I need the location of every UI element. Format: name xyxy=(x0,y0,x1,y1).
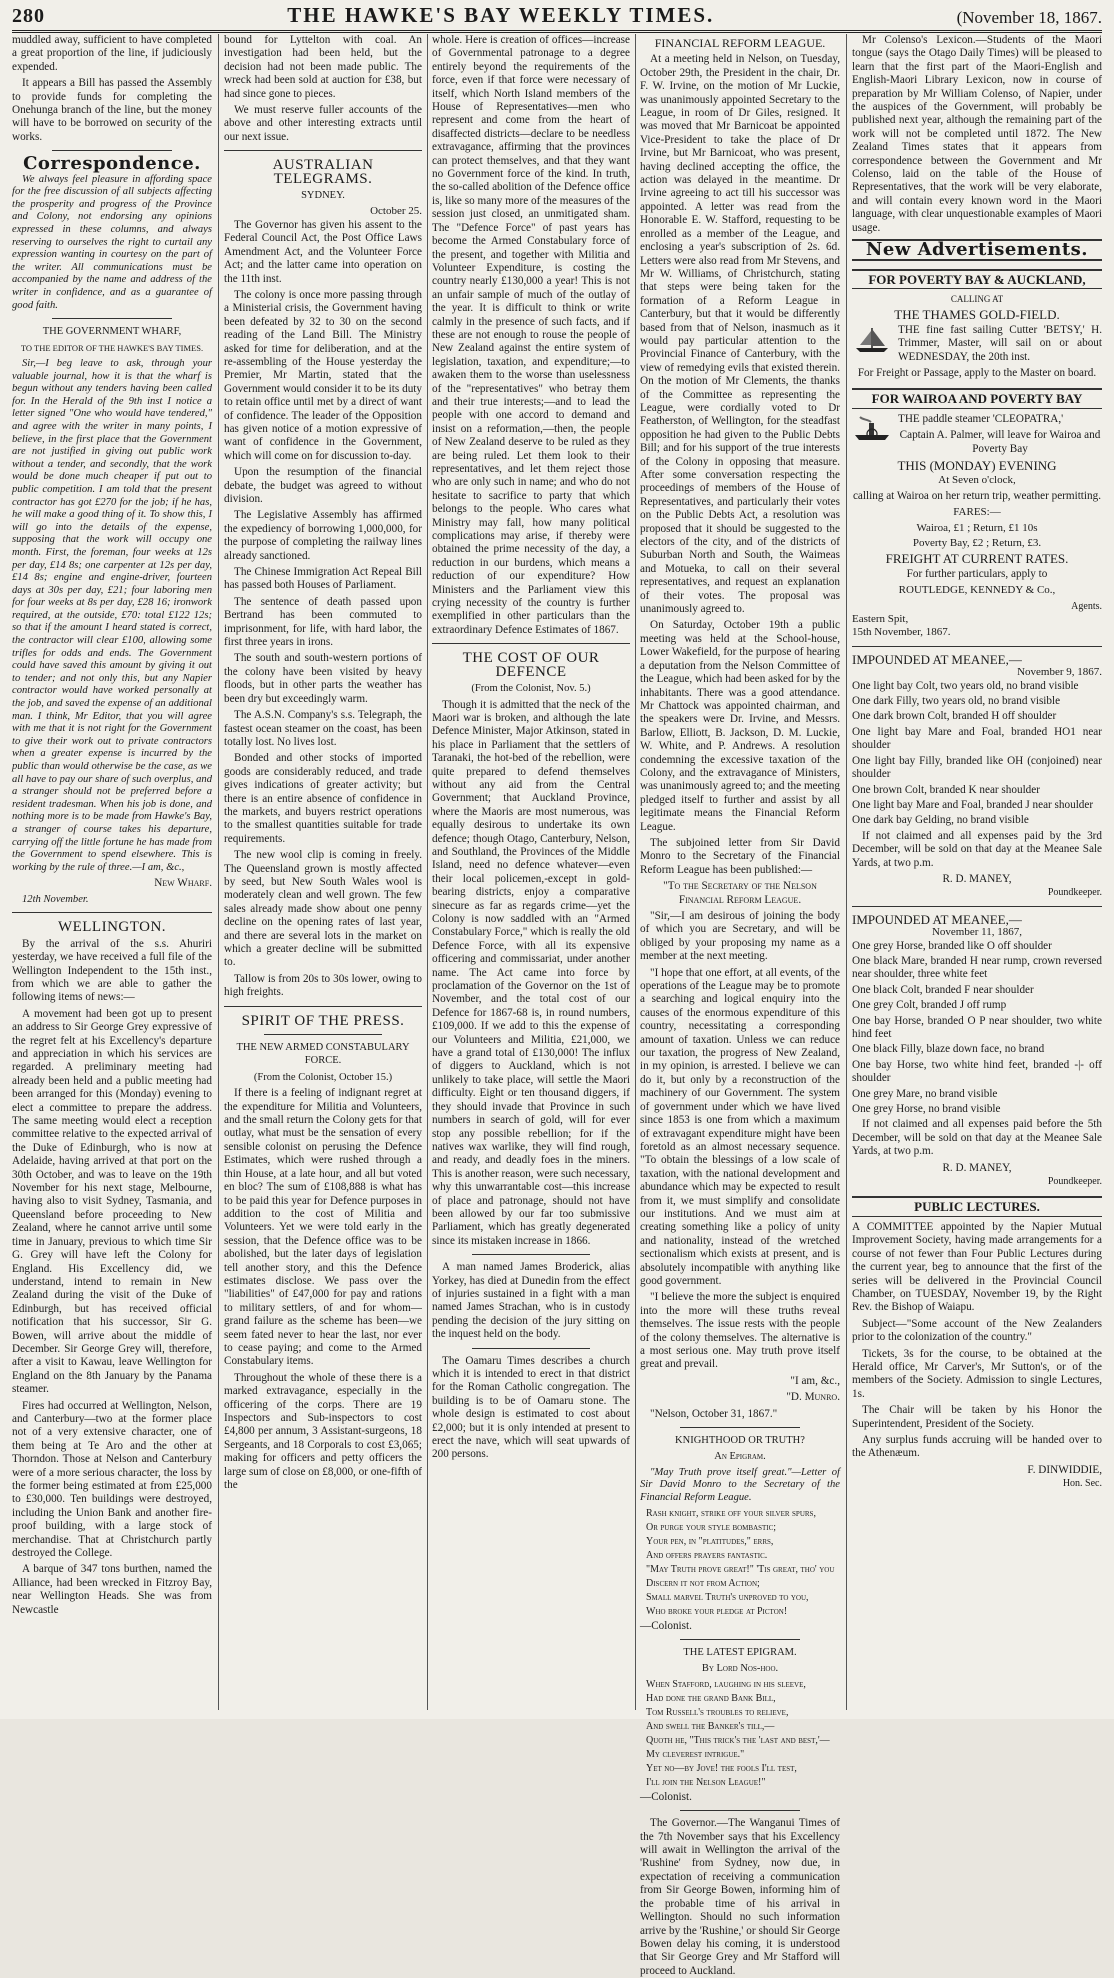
article-text: A barque of 347 tons burthen, named the Alliance, had been wrecked in Fitzroy Bay, near Wellington Heads. She was from Newcastle xyxy=(12,1563,212,1616)
ad-freight-rates: FREIGHT AT CURRENT RATES. xyxy=(885,551,1069,567)
divider xyxy=(472,1254,591,1255)
poem-line: Who broke your pledge at Picton! xyxy=(646,1605,788,1617)
impound-item: One dark brown Colt, branded H off shoulder xyxy=(852,710,1057,723)
poem-heading-knighthood: KNIGHTHOOD OR TRUTH? xyxy=(675,1435,805,1447)
impound-item: One dark bay Gelding, no brand visible xyxy=(852,814,1029,827)
article-text: Mr Colenso's Lexicon.—Students of the Maori tongue (says the Otago Daily Times) will be pleased to learn that the first part of the Maori-English and English-Maori Library Lexicon, now in course of preparation by Mr William Colenso, of Napier, under the auspices of the Government, will probably be published next year, although the remaining part of the work will not be completed until 1872. The New Zealand Times states that it appears from correspondence between the Government and Mr Colenso, laid on the table of the House of Representatives, that the work will be very elaborate, and will contain every known word in the Maori language, with clear unquestionable examples of Maori usage. xyxy=(852,34,1102,234)
article-text: The Chinese Immigration Act Repeal Bill has passed both Houses of Parliament. xyxy=(224,566,422,592)
impound-item: One light bay Colt, two years old, no brand visible xyxy=(852,679,1079,692)
poem-line: Small marvel Truth's unproved to you, xyxy=(646,1591,809,1603)
article-text: It appears a Bill has passed the Assembly to provide funds for completing the Onehunga branch of the line, but the money will have to be borrowed on security of the works. xyxy=(12,77,212,143)
divider xyxy=(472,1348,591,1349)
article-text: The new wool clip is coming in freely. The Queensland grown is mostly affected by seed, but New South Wales wool is moderately clean and well grown. The few sales already made show about one penny decline on the opening rates of last year, and there are several lots in the market on which a greater decline will be submitted to. xyxy=(224,849,422,969)
article-text: bound for Lyttelton with coal. An investigation had been held, but the decision had not been made public. The wreck had been sold at auction for £38, but had since gone to pieces. xyxy=(224,34,422,100)
poem-epigraph: "May Truth prove itself great."—Letter of Sir David Monro to the Secretary of the Financial Reform League. xyxy=(640,1466,840,1504)
impound-item: One black Colt, branded F near shoulder xyxy=(852,983,1034,996)
letter-addressee: TO THE EDITOR OF THE HAWKE'S BAY TIMES. xyxy=(20,342,204,353)
impound-item: One light bay Filly, branded like OH (conjoined) near shoulder xyxy=(852,754,1102,781)
article-text: The subjoined letter from Sir David Monro to the Secretary of the Financial Reform League has been published:— xyxy=(640,836,840,876)
lecture-surplus: Any surplus funds accruing will be handed over to the Athenæum. xyxy=(852,1433,1102,1460)
article-text: On Saturday, October 19th a public meeting was held at the School-house, Lower Wakefield, for the purpose of hearing a deputation from the Nelson Committee of the League, which had been asked for by the inhabitants. There was a good attendance. Mr Chattock was appointed chairman, and the speakers were Dr. Irvine, and Messrs. Barlow, Elliott, B. Jackson, D. M. Luckie, W. White, and P. Andrews. A resolution condemning the excessive taxation of the Colony, and the extravagance of Ministers, was unanimously agreed to; and the meeting pledged itself to further and assist by all legitimate means the Financial Reform League. xyxy=(640,619,840,833)
article-text: The A.S.N. Company's s.s. Telegraph, the fastest ocean steamer on the coast, has been totally lost. No lives lost. xyxy=(224,709,422,748)
article-heading-financial-reform: FINANCIAL REFORM LEAGUE. xyxy=(654,36,826,50)
letter-text: "I hope that one effort, at all events, of the operations of the League may be to promote a searching and logical enquiry into the causes of the enormous expenditure of this country, necessitating a corresponding amount of taxation. Unless we can reduce our taxation, the progress of New Zealand, in my opinion, is arrested. I believe we can do it, but only by a reconstruction of the machinery of our Government. The system of government under which we have lived since 1853 is one from which a maximum of extravagant expenditure might have been foretold as an almost necessary sequence. "To obtain the blessings of a low scale of taxation, with the national development and abundance which may be expected to result from it, we must simplify and consolidate our institutions. And we must aim at creating something like a policy of unity and nationality, instead of the wretched sectionalism which exists at present, and is absolutely incompatible with anything like good government. xyxy=(640,966,840,1287)
article-text: whole. Here is creation of offices—increase of Governmental patronage to a degree entirely beyond the requirements of the force, even if that force were necessary of itself, which North Island members of the House of Representatives—men who represent and come from the heart of disaffected districts—declare to be needless extravagance, affirming that the provinces can protect themselves, and that they want no Government force of the kind. In truth, the so-called abolition of the Defence office is, like so many more of the measures of the session just closed, an unmitigated sham. The "Defence Force" of past years has become the Armed Constabulary force of the present, and together with Militia and Volunteer Expenditure, is costing the country nearly £130,000 a year! This is not an unfair sample of much of the outlay of the year. It is difficult to think or write calmly in the presence of such facts, and if these are not enough to rouse the people of New Zealand against the entire system of legislation, taxation, and expenditure;—to awaken them to the worse than uselessness of the "representatives" who betray them and their true interests;—and to lead the people with one accord to demand and insist on a reformation,—then, the people of New Zealand deserve to be ruled as they are being ruled. Let them look to their representatives, and let them reject those who are only such in name; and who do not hesitate to sacrifice to party that which belongs to the people. Who cares what Ministry may fall, how many political complications may arise, if thereby were obtained the prime necessity of the day, a reduction in our burdens, which means a reduction of our expenditure? How Ministers and the Parliament view this crying necessity of the country is further exemplified in other particulars than the extraordinary Defence Estimates of 1867. xyxy=(432,34,630,636)
divider xyxy=(852,906,1102,907)
ad-date: 15th November, 1867. xyxy=(852,626,951,639)
ad-particulars: For further particulars, apply to xyxy=(906,567,1048,580)
article-text: A movement had been got up to present an address to Sir George Grey expressive of the regret felt at his Excellency's departure and appreciation in which his services are regarded. A preliminary meeting had already been held and a public meeting had been arranged for this (Monday) evening to elect a committee to prepare the address. The same meeting would elect a reception committee relative to the expected arrival of the Duke of Edinburgh, who is now at Adelaide, having arrived at that port on the 30th October, and was to leave on the 19th November for his next stage, Melbourne, having also to visit Sydney, Tasmania, and Queensland before proceeding to New Zealand, where he cannot arrive until some time in January, previous to which time Sir G. Grey will have left the Colony for England. His Excellency did, we understand, intend to remain in New Zealand during the visit of the Duke of Edinburgh, but has received official notification that his successor, Sir G. Bowen, will arrive about the middle of December. Sir George Grey will, therefore, after a visit to Kawau, leave Wellington for England on the 8th January by the Panama steamer. xyxy=(12,1007,212,1396)
divider xyxy=(224,150,422,151)
impound-role: Poundkeeper. xyxy=(1047,1176,1102,1188)
impound-item: One dark Filly, two years old, no brand visible xyxy=(852,695,1061,708)
ad-body: THE paddle steamer 'CLEOPATRA,' xyxy=(898,412,1064,425)
divider xyxy=(680,1810,800,1811)
divider xyxy=(224,1006,422,1007)
editorial-note: We always feel pleasure in affording space for the free discussion of all subjects affecting the prosperity and progress of the Province and Colony, not endorsing any opinions expressed in these columns, and always reserving to ourselves the right to curtail any expression wanting in courtesy on the part of the writer. All communications must be accompanied by the name and address of the writer in confidence, and as a guarantee of good faith. xyxy=(12,173,212,311)
impound-terms: If not claimed and all expenses paid by the 3rd December, will be sold on that day at the Meanee Sale Yards, at two p.m. xyxy=(852,829,1102,869)
poem-line: I'll join the Nelson League!" xyxy=(646,1776,766,1788)
impound-terms: If not claimed and all expenses paid before the 5th December, will be sold on that day at the Meanee Sale Yards, at two p.m. xyxy=(852,1118,1102,1158)
letter-date: "Nelson, October 31, 1867." xyxy=(650,1407,778,1420)
ad-body: A COMMITTEE appointed by the Napier Mutual Improvement Society, having made arrangements for a course of not fewer than Four Public Lectures during the current year, beg to announce that the first of the series will be delivered in the Provincial Council Chamber, on TUESDAY, November 19, by the Right Rev. the Bishop of Waiapu. xyxy=(852,1220,1102,1314)
ad-place: Eastern Spit, xyxy=(852,613,909,626)
ad-subheading: CALLING AT xyxy=(950,293,1004,304)
column-rule xyxy=(218,34,219,1710)
ad-agents-label: Agents. xyxy=(1071,600,1102,612)
poem-author: By Lord Nos-hoo. xyxy=(701,1663,779,1675)
impound-item: One bay Horse, branded O P near shoulder, two white hind feet xyxy=(852,1014,1102,1040)
poem-line: Quoth he, "This trick's the 'last and best,'— xyxy=(646,1734,830,1746)
ad-departure-time: At Seven o'clock, xyxy=(938,474,1016,487)
article-text: The south and south-western portions of the colony have been visited by heavy floods, but in other parts the weather has been dry but exceedingly warm. xyxy=(224,652,422,705)
article-heading-wellington: WELLINGTON. xyxy=(57,919,167,936)
section-heading-correspondence: Correspondence. xyxy=(23,153,201,175)
impound-date-2: November 11, 1867, xyxy=(931,926,1023,939)
letter-signature: New Wharf. xyxy=(154,877,212,890)
column-1 xyxy=(12,34,212,1710)
article-text: Tallow is from 20s to 30s lower, owing to high freights. xyxy=(224,972,422,999)
divider xyxy=(852,646,1102,647)
poem-line: Rash knight, strike off your silver spurs, xyxy=(646,1507,816,1519)
section-heading-spirit-of-the-press: SPIRIT OF THE PRESS. xyxy=(241,1012,405,1029)
article-text: Upon the resumption of the financial debate, the budget was agreed to without division. xyxy=(224,466,422,505)
impound-signature: R. D. MANEY, xyxy=(942,1161,1012,1174)
ad-body: THE fine fast sailing Cutter 'BETSY,' H. Trimmer, Master, will sail on or about WEDNESDAY, the 20th inst. xyxy=(898,323,1102,363)
article-text: The Legislative Assembly has affirmed the expediency of borrowing 1,000,000, for the purpose of completing the railway lines already sanctioned. xyxy=(224,509,422,562)
column-rule xyxy=(427,34,428,1710)
ad-departure-day: THIS (MONDAY) EVENING xyxy=(897,457,1057,473)
article-heading-armed-constabulary: THE NEW ARMED CONSTABULARY FORCE. xyxy=(236,1042,410,1067)
poem-subheading: An Epigram. xyxy=(714,1451,766,1463)
poem-line: Yet no—by Jove! the fools I'll test, xyxy=(646,1762,797,1774)
impound-item: One brown Colt, branded K near shoulder xyxy=(852,783,1040,796)
ship-icon xyxy=(852,326,892,354)
poem-line: Had done the grand Bank Bill, xyxy=(646,1692,776,1704)
poem-line: "May Truth prove great!" 'Tis great, tho' you xyxy=(646,1563,835,1575)
impound-item: One black Filly, blaze down face, no brand xyxy=(852,1043,1045,1056)
article-text: Though it is admitted that the neck of the Maori war is broken, and although the late Defence Minister, Major Atkinson, stated in his place in Parliament that the settlers of Taranaki, the hot-bed of the rebellion, were quite prepared to defend themselves without any aid from the Central Government; that Auckland Province, where the Maoris are most numerous, was equally desirous to undertake its own defence; though Otago, Canterbury, Nelson, and Southland, the Provinces of the Middle Island, need no defence whatever—even their local policemen,-except in gold-bearing districts, enjoy a comparative sinecure as far as regards crime—yet the Colony is now saddled with an "Armed Constabulary Force," which is really the old Defence Force, with all its expensive officering and commissariat, under another name. The Act came into force by proclamation of the Governor on the 1st of November, and the total cost of our Defence for 1867-68 is, in round numbers, £109,000. If we add to this the expense of our Volunteers and Militia, £21,000, we have a grand total of £130,000! The influx of diggers to Auckland, which is not unlikely to take place, will settle the Maori difficulty. Eight or ten thousand diggers, if they should invade that Province in such numbers in search of gold, will for ever stop any possible rebellion; for if the natives wax warlike, they will find rough, and ready, and deadly foes in the miners. This is another reason, were such necessary, why this unwarrantable cost—this increase of place and patronage, should not have been allowed by our far too submissive Parliament, which has greatly degenerated since its mistaken increase in 1866. xyxy=(432,698,630,1247)
divider xyxy=(264,1034,383,1035)
ad-destination: THE THAMES GOLD-FIELD. xyxy=(894,307,1060,323)
article-text: We must reserve fuller accounts of the above and other interesting extracts until our next issue. xyxy=(224,104,422,143)
article-text: Fires had occurred at Wellington, Nelson, and Canterbury—two at the former place not of a very extensive character, one of them being at Te Aro and the other at Thorndon. Those at Nelson and Canterbury were of a more serious character, the loss by the former being estimated at from £25,000 to £30,000. Ten buildings were destroyed, including the Union Bank and another fire-proof building, with a large stock of merchandise. That at Christchurch partly destroyed the College. xyxy=(12,1399,212,1560)
impound-list-2 xyxy=(852,940,1102,1117)
letter-text: Sir,—I beg leave to ask, through your valuable journal, how it is that the wharf is begun without any tenders having been called for. In the Herald of the 9th inst I notice a letter signed "One who would have tendered," and agree with the writer in many points, I believe, in the first place that the Government are not justified in giving out public work without a tender, and secondly, that the work would be done much cheaper if put out to public competition. I am told that the present contractor has got £270 for the job; if he has, he will make a good thing of it. To show this, I will go into the details of the expense, supposing that the work will occupy one month. First, the foreman, four weeks at 12s per day, £14 8s; one carpenter at 12s per day, £14 8s; engine and engine-driver, fourteen days at 30s per day, £21; four laboring men for four weeks at 8s per day, £28 16; ironwork required, at the outside, £70: total £122 12s; so that if the amount I heard stated is correct, the contractor will clear £100, allowing some trifles for odds and ends. The Government could have saved this amount by giving it out to tender; and not only this, but any Napier contractor would have worked personally at the job, and saved the expense of an additional man. I think, Mr Editor, that you will agree with me that it is not right for the Government to give their work out to private contractors when a greater expense is incurred by the public than would otherwise be the case, as we all have to pay our share of such overplus, and a stranger should not be preferred before a resident tradesman. When his job is done, and nothing more is to be made from Hawke's Bay, a stranger of course takes his departure, carrying off the little fortune he has made from the Government to spend elsewhere. This is working by the rule of three.—I am, &c., xyxy=(12,358,212,873)
divider xyxy=(52,318,172,319)
letter-closing: "I am, &c., xyxy=(790,1374,840,1387)
impound-item: One light bay Mare and Foal, branded J near shoulder xyxy=(852,798,1094,811)
poem-line: My cleverest intrigue." xyxy=(646,1748,745,1760)
column-3 xyxy=(432,34,630,1710)
poem-line: And offers prayers fantastic. xyxy=(646,1549,768,1561)
article-text: By the arrival of the s.s. Ahuriri yesterday, we have received a full file of the Wellington Independent to the 15th inst., from which we are able to gather the following items of news:— xyxy=(12,937,212,1004)
lecture-signature: F. DINWIDDIE, xyxy=(1027,1463,1102,1476)
article-text: The Governor has given his assent to the Federal Council Act, the Post Office Laws Amendment Act, and the Volunteer Force Act; and the latter came into operation on the 11th inst. xyxy=(224,218,422,285)
ad-heading-poverty-bay: FOR POVERTY BAY & AUCKLAND, xyxy=(852,269,1102,289)
impound-item: One grey Colt, branded J off rump xyxy=(852,999,1007,1012)
poem-heading-latest-epigram: THE LATEST EPIGRAM. xyxy=(683,1647,797,1659)
letter-text: "I believe the more the subject is enquired into the more will these truths reveal themselves. The issue rests with the people of the colony themselves. The alternative is a most serious one. May truth prove itself great and prevail. xyxy=(640,1291,840,1371)
ad-heading-public-lectures: PUBLIC LECTURES. xyxy=(852,1196,1102,1216)
divider xyxy=(680,1639,800,1640)
article-text: At a meeting held in Nelson, on Tuesday, October 29th, the President in the chair, Dr. F. W. Irvine, on the motion of Mr Luckie, was unanimously appointed Secretary to the League, in room of Dr Giles, resigned. It was moved that Mr Barnicoat be appointed Vice-President to take the place of Dr Irvine, but Mr Barnicoat, who was present, having declined accepting the office, the action was delayed in the meantime. Dr Irvine agreeing to act till his successor was appointed. A letter was read from the Honorable E. W. Stafford, requesting to be enrolled as a member of the League, and enclosing a year's subscription of 2s. 6d. Letters were also read from Mr Stevens, and Mr W. Williams, of Christchurch, stating that steps were being taken for the formation of a Reform League in Canterbury, but that it would be differently based from that of Nelson, inasmuch as it would pay particular attention to the Provincial Finance of Canterbury, with the view of remedying evils that existed therein. On the motion of Mr Clements, the thanks of the Committee as representing the League, were cordially voted to Dr Featherston, of Wellington, for the steadfast opposition he had given to the Public Debts Bill; and for his support of the true interests of the Colony in opposing that measure. After some conversation respecting the proceedings of members of the House of Representatives, and particularly their votes on the Public Debts Act, a resolution was proposed that it should be suggested to the electors of the city, and of the districts of Suburban North and South, the Waimeas and Motueka, to call on their several representatives, and request an explanation of their votes. The proposal was unanimously agreed to. xyxy=(640,53,840,616)
newspaper-title: THE HAWKE'S BAY WEEKLY TIMES. xyxy=(287,3,715,27)
lecture-subject: Subject—"Some account of the New Zealanders prior to the colonization of the country." xyxy=(852,1317,1102,1344)
article-heading-australian-telegrams: AUSTRALIAN TELEGRAMS. xyxy=(272,157,374,187)
lecture-chair: The Chair will be taken by his Honor the Superintendent, President of the Society. xyxy=(852,1404,1102,1430)
article-text: The colony is once more passing through a Ministerial crisis, the Government having been defeated by 32 to 30 on the second reading of the Land Bill. The Ministry asked for time for deliberation, and at the re-assembling of the House yesterday the Premier, Mr Martin, stated that the Government would consider it to be its duty to retain office until met by a direct of want of confidence. The leader of the Opposition has given notice of a motion expressive of want of confidence in the Government, which will come on for discussion to-day. xyxy=(224,288,422,462)
ad-fare-line: Wairoa, £1 ; Return, £1 10s xyxy=(916,521,1038,534)
poem-line: Your pen, in "platitudes," errs, xyxy=(646,1535,774,1547)
letter-heading: THE GOVERNMENT WHARF, xyxy=(42,326,182,338)
letter-signature: "D. Munro. xyxy=(786,1391,840,1404)
impound-item: One grey Horse, branded like O off shoulder xyxy=(852,939,1052,952)
poem-source: —Colonist. xyxy=(640,1619,692,1632)
lecture-role: Hon. Sec. xyxy=(1062,1478,1102,1490)
impound-heading-2: IMPOUNDED AT MEANEE,— xyxy=(852,911,1022,927)
divider xyxy=(12,912,212,913)
dateline-date: October 25. xyxy=(370,205,422,218)
lecture-tickets: Tickets, 3s for the course, to be obtained at the Herald office, Mr Carver's, Mr Sutton's, or of the members of the Society. Admission to single Lectures, 1s. xyxy=(852,1347,1102,1400)
impound-role: Poundkeeper. xyxy=(1047,887,1102,899)
divider xyxy=(52,150,172,151)
ad-heading-wairoa: FOR WAIROA AND POVERTY BAY xyxy=(852,388,1102,408)
column-5 xyxy=(852,34,1102,1710)
ad-calling: calling at Wairoa on her return trip, weather permitting. xyxy=(852,489,1102,502)
impound-heading-1: IMPOUNDED AT MEANEE,— xyxy=(852,651,1022,667)
article-text: muddled away, sufficient to have completed a great proportion of the line, if judiciously expended. xyxy=(12,34,212,73)
ad-fares-heading: FARES:— xyxy=(953,506,1001,519)
ad-freight-note: For Freight or Passage, apply to the Master on board. xyxy=(857,366,1097,379)
article-heading-cost-of-defence: THE COST OF OUR DEFENCE xyxy=(462,650,600,680)
impound-item: One light bay Mare and Foal, branded HO1 near shoulder xyxy=(852,725,1102,752)
impound-item: One black Mare, branded H near rump, crown reversed near shoulder, three white feet xyxy=(852,954,1102,981)
column-rule xyxy=(635,34,636,1710)
poem-line: Discern it not from Action; xyxy=(646,1577,760,1589)
article-text: The Oamaru Times describes a church which it is intended to erect in that district for the Roman Catholic congregation. The building is to be of Oamaru stone. The whole design is estimated to cost about £2,000; but it is only intended at present to erect the nave, which will seat upwards of 200 persons. xyxy=(432,1354,630,1461)
divider xyxy=(680,1427,800,1428)
poem-line: When Stafford, laughing in his sleeve, xyxy=(646,1678,806,1690)
impound-date-1: November 9, 1867. xyxy=(1017,666,1102,679)
impound-list-1 xyxy=(852,680,1102,828)
impound-item: One grey Mare, no brand visible xyxy=(852,1087,998,1100)
divider xyxy=(432,643,630,644)
poem-source: —Colonist. xyxy=(640,1790,692,1803)
section-heading-new-advertisements: New Advertisements. xyxy=(852,239,1102,260)
article-text: A man named James Broderick, alias Yorkey, has died at Dunedin from the effect of injuries sustained in a fight with a man named James Strachan, who is in custody pending the decision of the jury sitting on the inquest held on the body. xyxy=(432,1261,630,1341)
article-text: The Governor.—The Wanganui Times of the 7th November says that his Excellency will await in Wellington the arrival of the 'Rushine' from Sydney, now due, in expectation of receiving a communication from Sir George Bowen, informing him of the probable time of his arrival in Wellington. Should no such information arrive by the 'Rushine,' or should Sir George Bowen delay his coming, it is understood that Sir George Grey and Mr Stafford will proceed to Auckland. xyxy=(640,1817,840,1977)
article-source: (From the Colonist, October 15.) xyxy=(253,1071,393,1083)
letter-date: 12th November. xyxy=(22,893,89,905)
page-number: 280 xyxy=(12,5,45,27)
article-source: (From the Colonist, Nov. 5.) xyxy=(471,683,591,695)
steamer-icon xyxy=(852,415,892,443)
impound-item: One bay Horse, two white hind feet, branded -|- off shoulder xyxy=(852,1058,1102,1085)
issue-date: (November 18, 1867. xyxy=(956,8,1102,27)
article-text: If there is a feeling of indignant regret at the expenditure for Militia and Volunteers, and the small return the Colony gets for that outlay, what must be the sensation of every sensible colonist on perusing the Defence Estimates, which were rushed through a thin House, at a late hour, and all but voted en bloc? The sum of £108,888 is what has to be paid this year for Defence purposes in addition to the cost of Militia and Volunteers. Yet we were told early in the session, that the Defence office was to be abolished, but the later days of legislation tell another story, and this the Defence estimates disclose. We pass over the "liabilities" of £47,000 for pay and rations to military settlers, of and for whom—grand failure as the scheme has been—we seem fated never to hear the last, nor ever to cease paying; and come to the Armed Constabulary items. xyxy=(224,1087,422,1368)
dateline-place: SYDNEY. xyxy=(301,190,345,202)
article-text: Throughout the whole of these there is a marked extravagance, especially in the officering of the corps. There are 19 Inspectors and Sub-inspectors to cost £4,800 per annum, 3 Assistant-surgeons, 18 Sergeants, and 18 Corporals to cost £3,065; making for officers and petty officers the large sum of close on £8,000, or one-fifth of the xyxy=(224,1371,423,1492)
poem-line: And swell the Banker's till,— xyxy=(646,1720,775,1732)
impound-signature: R. D. MANEY, xyxy=(942,872,1012,885)
page-header xyxy=(12,2,1102,33)
ad-agent: ROUTLEDGE, KENNEDY & Co., xyxy=(898,584,1056,597)
poem-line: Or purge your style bombastic; xyxy=(646,1521,777,1533)
poem-line: Tom Russell's troubles to relieve, xyxy=(646,1706,789,1718)
column-rule xyxy=(846,34,847,1710)
ad-captain: Captain A. Palmer, will leave for Wairoa and Poverty Bay xyxy=(899,429,1101,455)
letter-addressee: "To the Secretary of the Nelson Financial Reform League. xyxy=(663,880,817,906)
impound-item: One grey Horse, no brand visible xyxy=(852,1103,1001,1116)
column-4 xyxy=(640,34,840,1977)
letter-text: "Sir,—I am desirous of joining the body of which you are Secretary, and will be obliged by your proposing my name as a member at the next meeting. xyxy=(640,910,840,963)
column-2 xyxy=(224,34,422,1710)
article-text: Bonded and other stocks of imported goods are considerably reduced, and trade gives indications of greater activity; but there is an entire absence of confidence in the markets, and buyers restrict operations to the smallest quantities suitable for trade requirements. xyxy=(224,752,422,845)
ad-fare-line: Poverty Bay, £2 ; Return, £3. xyxy=(912,537,1042,549)
article-text: The sentence of death passed upon Bertrand has been commuted to imprisonment, for life, with hard labor, the first three years in irons. xyxy=(224,595,422,649)
